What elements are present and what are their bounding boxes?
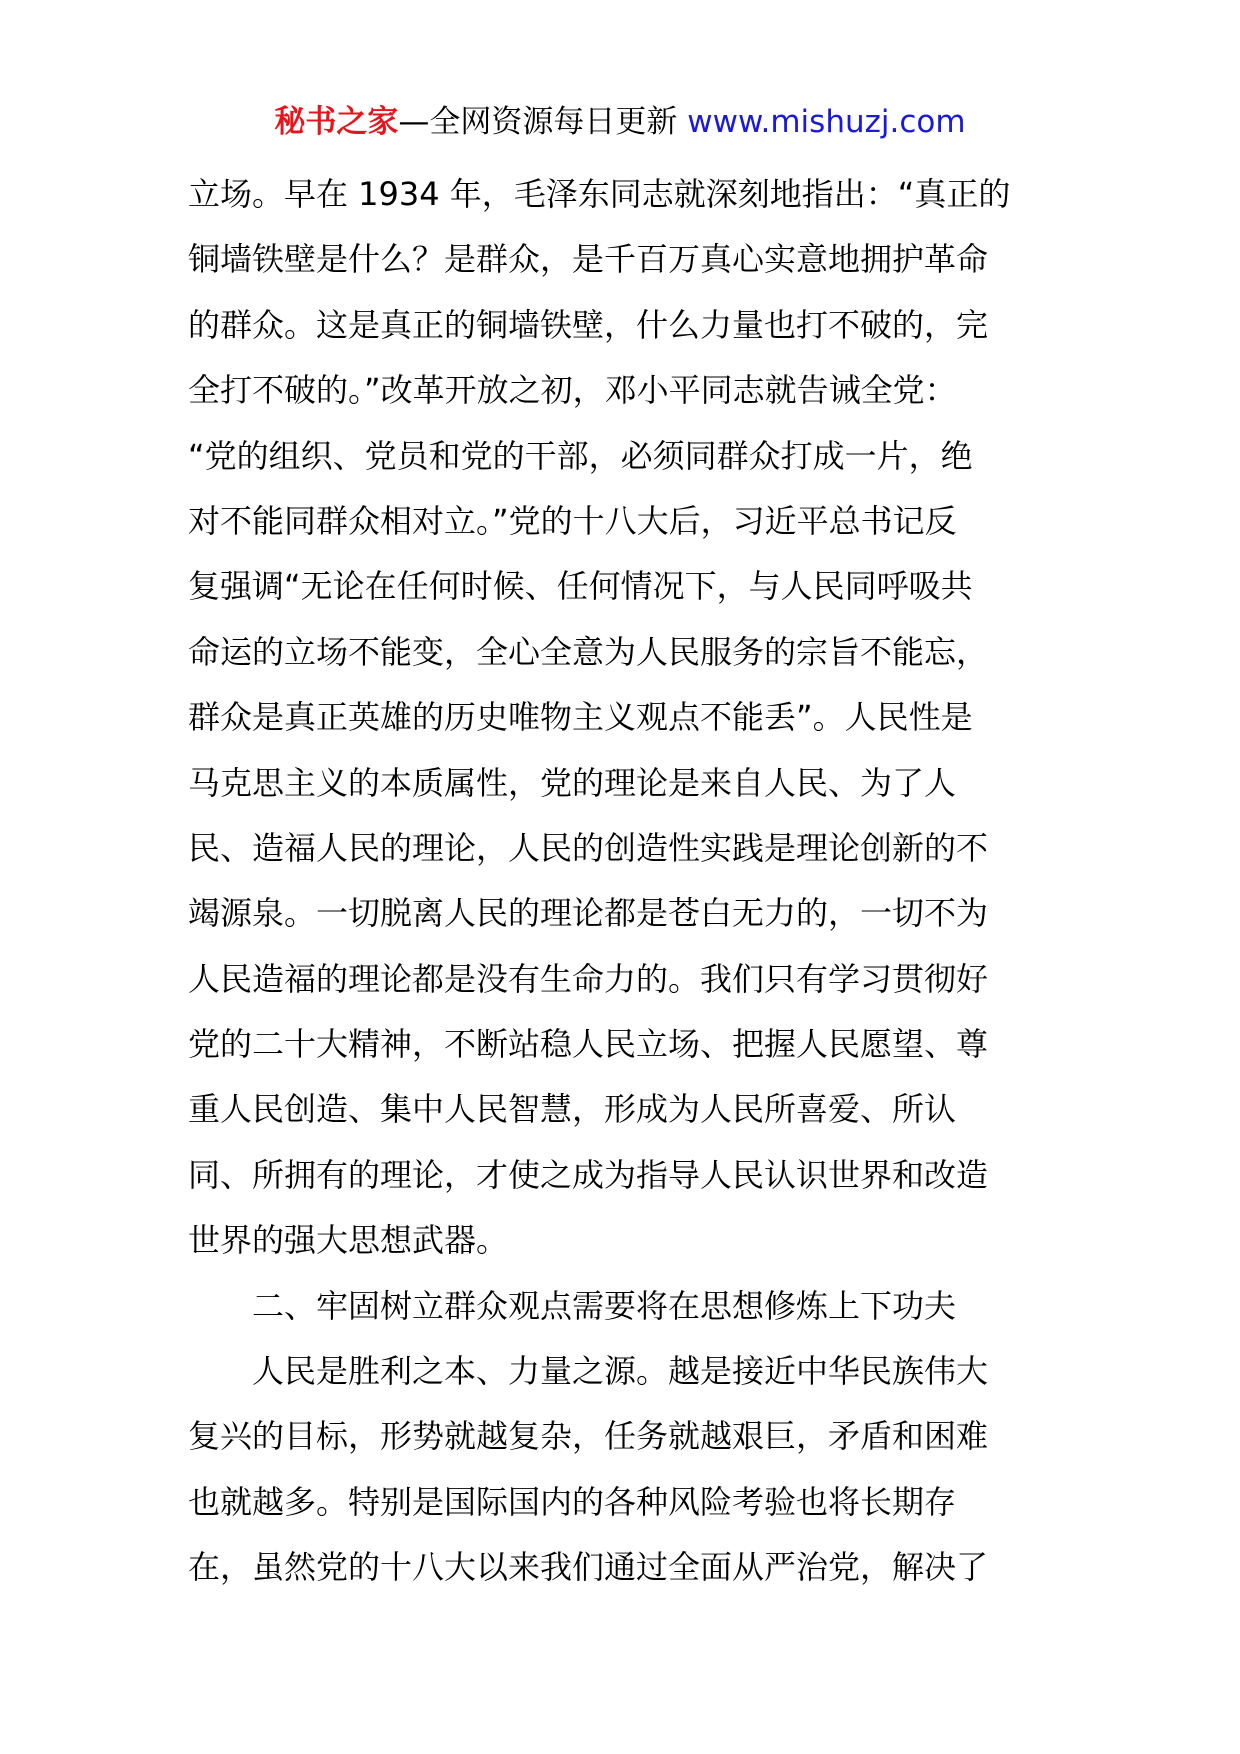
text-line: 群众是真正英雄的历史唯物主义观点不能丢”。人民性是: [188, 698, 973, 737]
text-line: 同、所拥有的理论，才使之成为指导人民认识世界和改造: [188, 1155, 989, 1194]
text-line: 在，虽然党的十八大以来我们通过全面从严治党，解决了: [188, 1548, 989, 1587]
text-line: 人民造福的理论都是没有生命力的。我们只有学习贯彻好: [188, 959, 989, 998]
text-line: 竭源泉。一切脱离人民的理论都是苍白无力的，一切不为: [188, 894, 989, 933]
text-line: 党的二十大精神，不断站稳人民立场、把握人民愿望、尊: [188, 1025, 989, 1064]
brand-name: 秘书之家: [274, 104, 399, 140]
text-line: 马克思主义的本质属性，党的理论是来自人民、为了人: [188, 763, 957, 802]
text-line: 复兴的目标，形势就越复杂，任务就越艰巨，矛盾和困难: [188, 1417, 989, 1456]
text-line: 立场。早在 1934 年，毛泽东同志就深刻地指出：“真正的: [188, 175, 1011, 213]
text-line: 的群众。这是真正的铜墙铁壁，什么力量也打不破的，完: [188, 305, 989, 344]
text-line: 也就越多。特别是国际国内的各种风险考验也将长期存: [188, 1482, 957, 1521]
text-line: 复强调“无论在任何时候、任何情况下，与人民同呼吸共: [188, 567, 973, 606]
text-line: 命运的立场不能变，全心全意为人民服务的宗旨不能忘，: [188, 632, 989, 671]
text-line: 对不能同群众相对立。”党的十八大后，习近平总书记反: [188, 501, 957, 540]
document-body: [188, 162, 1068, 1601]
document-header: [0, 100, 1240, 144]
text-line: 铜墙铁壁是什么？是群众，是千百万真心实意地拥护革命: [188, 240, 989, 279]
text-line: 民、造福人民的理论，人民的创造性实践是理论创新的不: [188, 828, 989, 867]
text-line: “党的组织、党员和党的干部，必须同群众打成一片，绝: [188, 436, 973, 475]
paragraph-first-line: 人民是胜利之本、力量之源。越是接近中华民族伟大: [252, 1352, 989, 1391]
section-heading: 二、牢固树立群众观点需要将在思想修炼上下功夫: [252, 1286, 957, 1325]
text-line: 重人民创造、集中人民智慧，形成为人民所喜爱、所认: [188, 1090, 957, 1129]
website-url[interactable]: www.mishuzj.com: [687, 104, 966, 140]
header-tagline: —全网资源每日更新: [398, 104, 688, 140]
text-line: 全打不破的。”改革开放之初，邓小平同志就告诫全党：: [188, 371, 957, 410]
text-line: 世界的强大思想武器。: [188, 1221, 509, 1260]
